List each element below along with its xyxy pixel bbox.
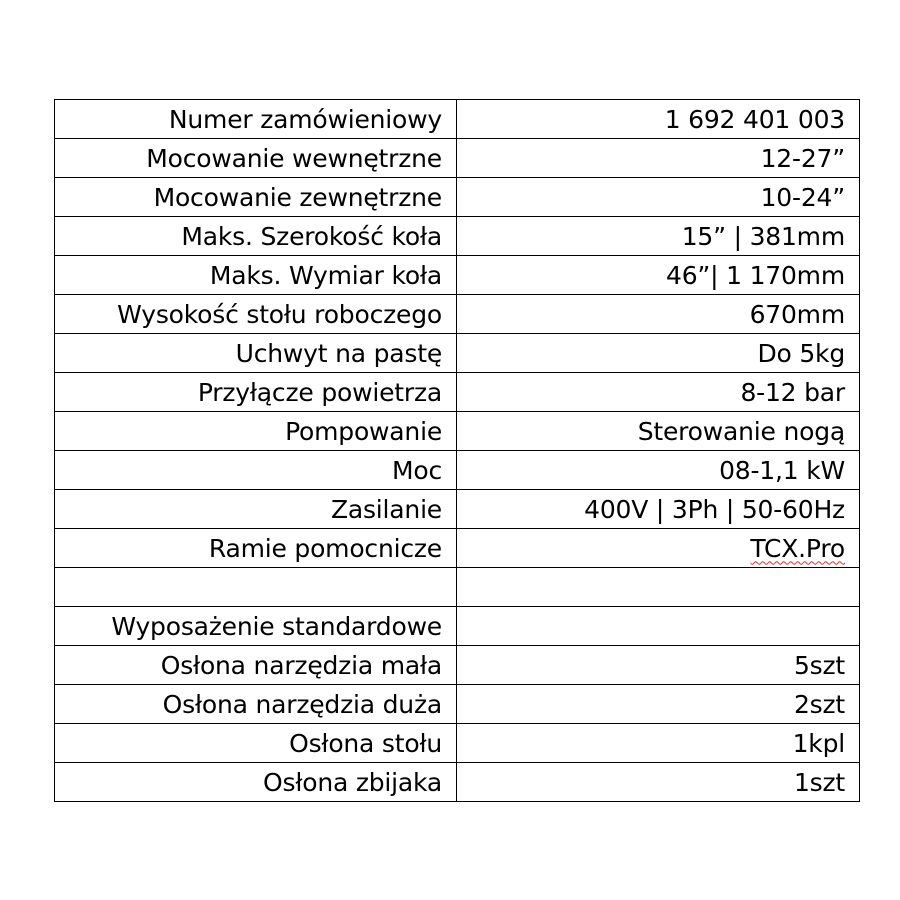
- row-value: [457, 568, 860, 607]
- row-label: Maks. Wymiar koła: [55, 256, 457, 295]
- table-row: [55, 646, 860, 685]
- row-value: 2szt: [457, 685, 860, 724]
- row-value: 08-1,1 kW: [457, 451, 860, 490]
- row-value: 1 692 401 003: [457, 100, 860, 139]
- row-label: Zasilanie: [55, 490, 457, 529]
- spec-table: [54, 99, 860, 802]
- table-row: [55, 685, 860, 724]
- row-value: Do 5kg: [457, 334, 860, 373]
- row-value: 400V | 3Ph | 50-60Hz: [457, 490, 860, 529]
- row-value: 1kpl: [457, 724, 860, 763]
- table-row: [55, 412, 860, 451]
- row-label: Osłona narzędzia duża: [55, 685, 457, 724]
- row-value: [457, 607, 860, 646]
- row-label: Uchwyt na pastę: [55, 334, 457, 373]
- row-label: Osłona stołu: [55, 724, 457, 763]
- row-label: Osłona narzędzia mała: [55, 646, 457, 685]
- row-label: Ramie pomocnicze: [55, 529, 457, 568]
- table-row: [55, 490, 860, 529]
- table-row: [55, 529, 860, 568]
- row-label: Pompowanie: [55, 412, 457, 451]
- table-row: [55, 217, 860, 256]
- table-row: [55, 100, 860, 139]
- row-label: Wysokość stołu roboczego: [55, 295, 457, 334]
- row-value: 46”| 1 170mm: [457, 256, 860, 295]
- row-label: Mocowanie zewnętrzne: [55, 178, 457, 217]
- table-row: [55, 139, 860, 178]
- row-value: 12-27”: [457, 139, 860, 178]
- row-label: Mocowanie wewnętrzne: [55, 139, 457, 178]
- row-value: 5szt: [457, 646, 860, 685]
- table-row: [55, 373, 860, 412]
- table-row: [55, 763, 860, 802]
- row-label: Numer zamówieniowy: [55, 100, 457, 139]
- table-row: [55, 451, 860, 490]
- row-label: Osłona zbijaka: [55, 763, 457, 802]
- row-value: 8-12 bar: [457, 373, 860, 412]
- table-row: [55, 334, 860, 373]
- row-value: 10-24”: [457, 178, 860, 217]
- row-value: Sterowanie nogą: [457, 412, 860, 451]
- table-row: [55, 178, 860, 217]
- table-row: [55, 724, 860, 763]
- row-label: Maks. Szerokość koła: [55, 217, 457, 256]
- row-label: Moc: [55, 451, 457, 490]
- row-label: [55, 568, 457, 607]
- table-row: [55, 295, 860, 334]
- table-row-empty: [55, 568, 860, 607]
- table-row-section-header: [55, 607, 860, 646]
- spellcheck-flagged-value: TCX.Pro: [750, 533, 845, 563]
- row-value: 1szt: [457, 763, 860, 802]
- section-title: Wyposażenie standardowe: [55, 607, 457, 646]
- row-value: 15” | 381mm: [457, 217, 860, 256]
- table-row: [55, 256, 860, 295]
- row-label: Przyłącze powietrza: [55, 373, 457, 412]
- row-value: [457, 529, 860, 568]
- row-value: 670mm: [457, 295, 860, 334]
- spec-table-body: [55, 100, 860, 802]
